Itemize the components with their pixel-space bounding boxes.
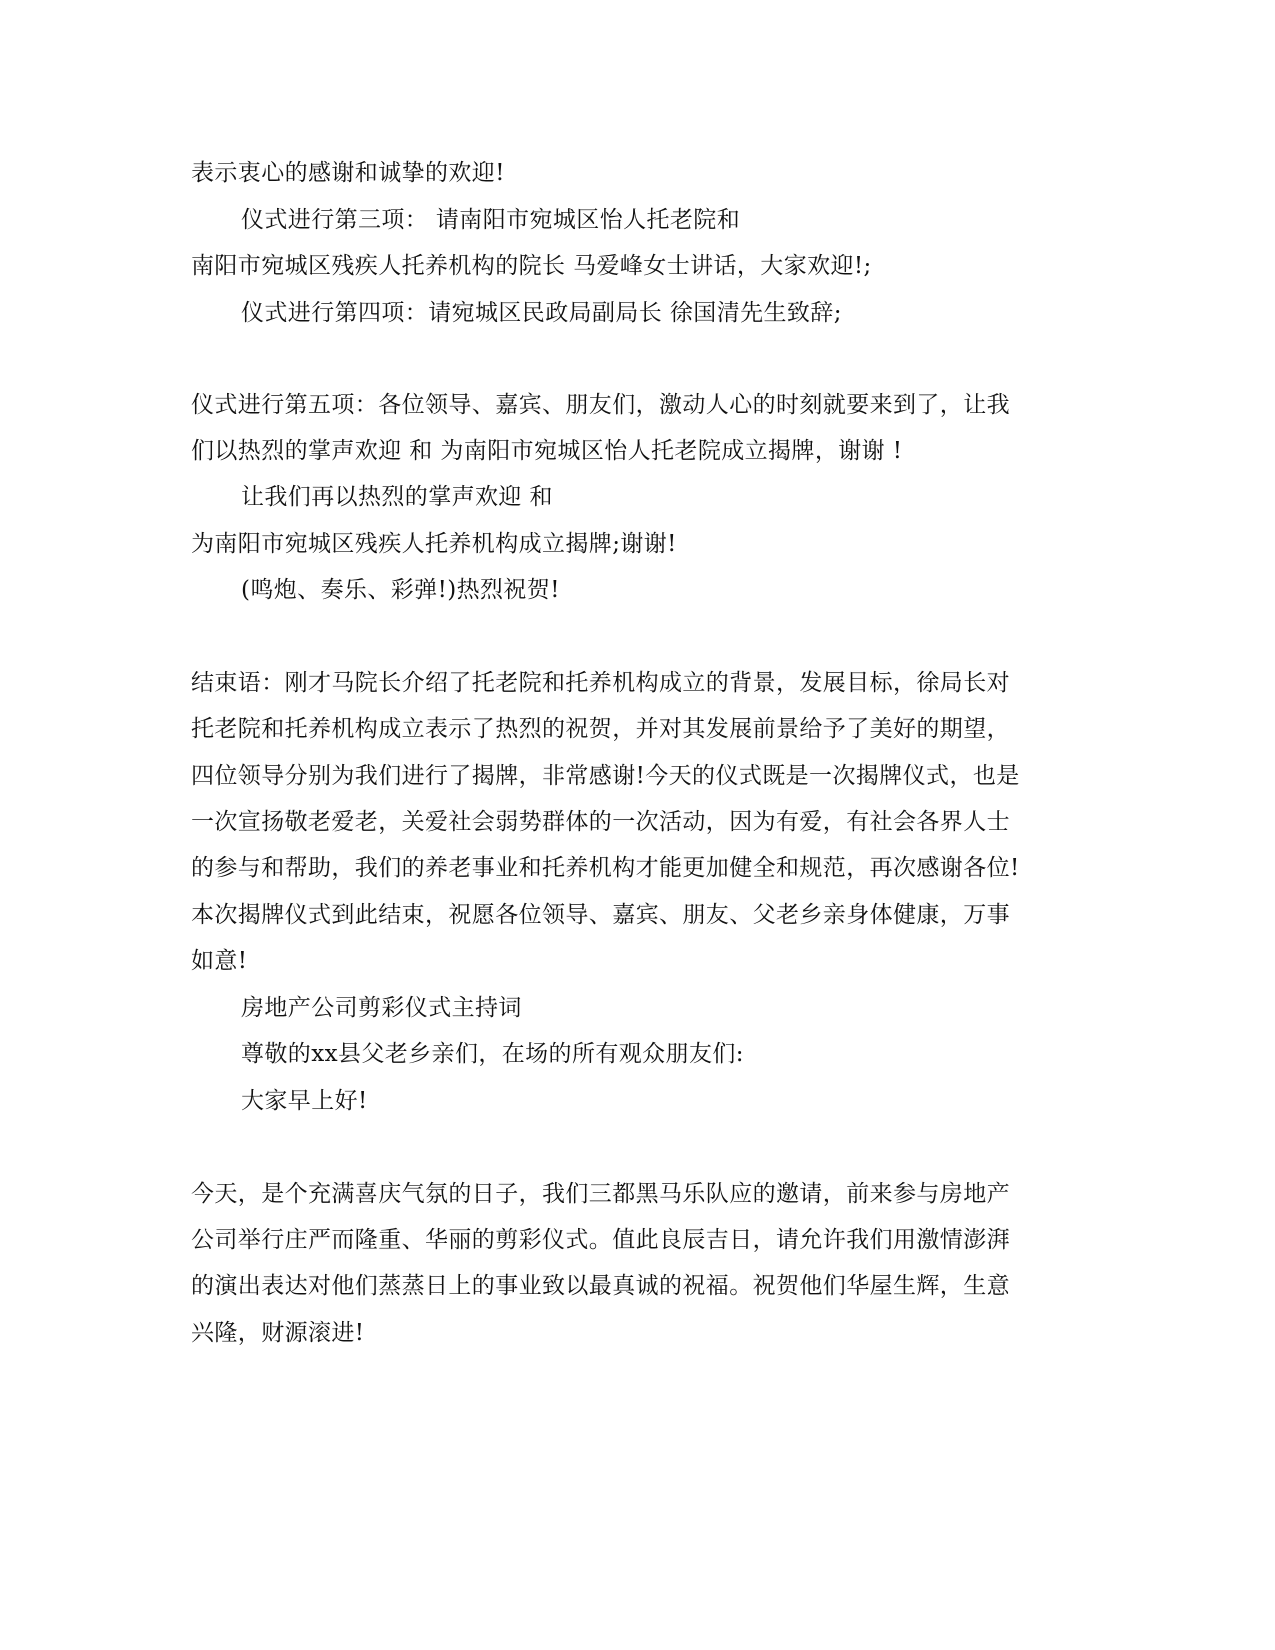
text-line: 今天，是个充满喜庆气氛的日子，我们三都黑马乐队应的邀请，前来参与房地产 bbox=[191, 1181, 1010, 1207]
text-line: 如意! bbox=[191, 948, 248, 974]
text-line: 兴隆，财源滚进! bbox=[191, 1320, 365, 1346]
text-line: 们以热烈的掌声欢迎 和 为南阳市宛城区怡人托老院成立揭牌，谢谢 ! bbox=[191, 438, 903, 464]
text-line: 公司举行庄严而隆重、华丽的剪彩仪式。值此良辰吉日，请允许我们用激情澎湃 bbox=[191, 1227, 1010, 1253]
text-line: 的参与和帮助，我们的养老事业和托养机构才能更加健全和规范，再次感谢各位! bbox=[191, 855, 1020, 881]
text-line: 让我们再以热烈的掌声欢迎 和 bbox=[241, 484, 553, 510]
text-line: 一次宣扬敬老爱老，关爱社会弱势群体的一次活动，因为有爱，有社会各界人士 bbox=[191, 809, 1010, 835]
text-line: (鸣炮、奏乐、彩弹!)热烈祝贺! bbox=[241, 577, 560, 603]
text-line: 托老院和托养机构成立表示了热烈的祝贺，并对其发展前景给予了美好的期望， bbox=[191, 716, 1010, 742]
text-line: 仪式进行第四项：请宛城区民政局副局长 徐国清先生致辞; bbox=[241, 300, 842, 326]
text-line: 结束语：刚才马院长介绍了托老院和托养机构成立的背景，发展目标，徐局长对 bbox=[191, 670, 1010, 696]
text-line: 大家早上好! bbox=[241, 1088, 368, 1114]
text-line: 的演出表达对他们蒸蒸日上的事业致以最真诚的祝福。祝贺他们华屋生辉，生意 bbox=[191, 1273, 1010, 1299]
text-line: 仪式进行第五项：各位领导、嘉宾、朋友们，激动人心的时刻就要来到了，让我 bbox=[191, 392, 1010, 418]
text-line: 仪式进行第三项： 请南阳市宛城区怡人托老院和 bbox=[241, 207, 741, 233]
section-heading: 房地产公司剪彩仪式主持词 bbox=[241, 995, 522, 1021]
text-line: 南阳市宛城区残疾人托养机构的院长 马爱峰女士讲话，大家欢迎!; bbox=[191, 253, 872, 279]
text-line: 四位领导分别为我们进行了揭牌，非常感谢!今天的仪式既是一次揭牌仪式，也是 bbox=[191, 763, 1020, 789]
text-line: 为南阳市宛城区残疾人托养机构成立揭牌;谢谢! bbox=[191, 531, 677, 557]
text-line: 表示衷心的感谢和诚挚的欢迎! bbox=[191, 160, 505, 186]
text-line: 本次揭牌仪式到此结束，祝愿各位领导、嘉宾、朋友、父老乡亲身体健康，万事 bbox=[191, 902, 1010, 928]
text-line: 尊敬的xx县父老乡亲们，在场的所有观众朋友们: bbox=[241, 1041, 744, 1067]
